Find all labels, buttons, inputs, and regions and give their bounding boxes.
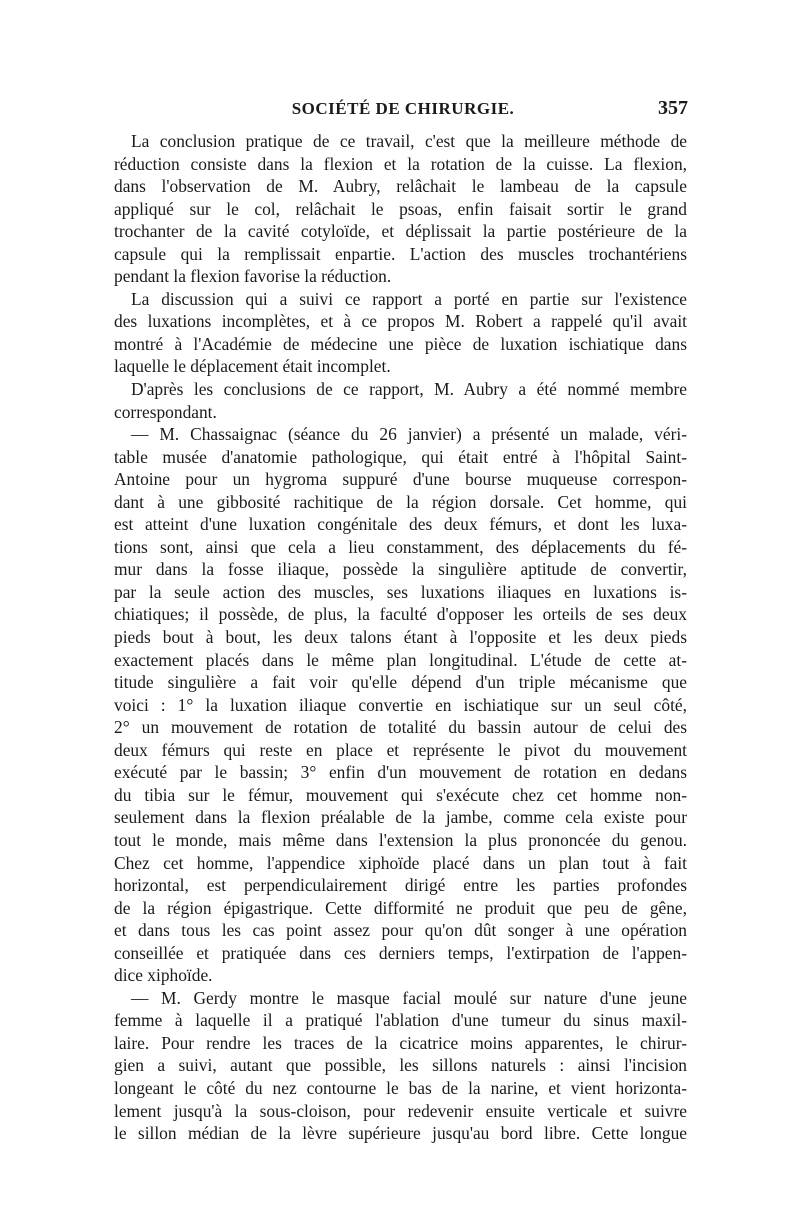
text-line: le sillon médian de la lèvre supérieure jusqu'au bord libre. Cette longue [114,1123,687,1144]
text-line: dant à une gibbosité rachitique de la région dorsale. Cet homme, qui [114,491,687,512]
text-line: réduction consiste dans la flexion et la rotation de la cuisse. La flexion, [114,153,687,174]
text-line: correspondant. [114,401,217,422]
text-line: laire. Pour rendre les traces de la cicatrice moins apparentes, le chirur- [114,1032,687,1053]
text-line: — M. Chassaignac (séance du 26 janvier) a présenté un malade, véri- [131,424,687,445]
text-line: 2° un mouvement de rotation de totalité du bassin autour de celui des [114,717,687,738]
text-line: capsule qui la remplissait enpartie. L'action des muscles trochantériens [114,243,687,264]
text-line: table musée d'anatomie pathologique, qui était entré à l'hôpital Saint- [114,446,687,467]
text-line: seulement dans la flexion préalable de la jambe, comme cela existe pour [114,807,687,828]
text-line: horizontal, est perpendiculairement dirigé entre les parties profondes [114,875,687,896]
text-line: gien a suivi, autant que possible, les sillons naturels : ainsi l'incision [114,1055,687,1076]
text-line: laquelle le déplacement était incomplet. [114,356,391,377]
text-line: deux fémurs qui reste en place et représente le pivot du mouvement [114,739,687,760]
running-title: SOCIÉTÉ DE CHIRURGIE. [291,99,515,118]
page-number: 357 [658,97,688,119]
text-line: tions sont, ainsi que cela a lieu constamment, des déplacements du fé- [114,536,687,557]
text-line: trochanter de la cavité cotyloïde, et déplissait la partie postérieure de la [114,221,687,242]
text-line: appliqué sur le col, relâchait le psoas, enfin faisait sortir le grand [114,198,687,219]
running-head [118,97,688,121]
body-text [114,130,687,1145]
text-line: tout le monde, mais même dans l'extension la plus prononcée du genou. [114,829,687,850]
text-line: chiatiques; il possède, de plus, la faculté d'opposer les orteils de ses deux [114,604,687,625]
text-line: des luxations incomplètes, et à ce propos M. Robert a rappelé qu'il avait [114,311,687,332]
text-line: longeant le côté du nez contourne le bas de la narine, et vient horizonta- [114,1077,687,1098]
text-line: de la région épigastrique. Cette difformité ne produit que peu de gêne, [114,897,687,918]
text-line: montré à l'Académie de médecine une pièce de luxation ischiatique dans [114,333,687,354]
text-line: Antoine pour un hygroma suppuré d'une bourse muqueuse correspon- [114,469,687,490]
text-line: exactement placés dans le même plan longitudinal. L'étude de cette at- [114,649,687,670]
text-line: titude singulière a fait voir qu'elle dépend d'un triple mécanisme que [114,672,687,693]
text-line: pieds bout à bout, les deux talons étant à l'opposite et les deux pieds [114,627,687,648]
text-line: — M. Gerdy montre le masque facial moulé sur nature d'une jeune [131,987,687,1008]
text-line: du tibia sur le fémur, mouvement qui s'exécute chez cet homme non- [114,784,687,805]
text-line: La conclusion pratique de ce travail, c'est que la meilleure méthode de [131,131,687,151]
text-line: dice xiphoïde. [114,965,213,986]
text-line: dans l'observation de M. Aubry, relâchait le lambeau de la capsule [114,176,687,197]
text-line: lement jusqu'à la sous-cloison, pour redevenir ensuite verticale et suivre [114,1100,687,1121]
text-line: et dans tous les cas point assez pour qu'on dût songer à une opération [114,920,687,941]
text-line: femme à laquelle il a pratiqué l'ablation d'une tumeur du sinus maxil- [114,1010,687,1031]
text-line: mur dans la fosse iliaque, possède la singulière aptitude de convertir, [114,559,687,580]
text-line: exécuté par le bassin; 3° enfin d'un mouvement de rotation en dedans [114,762,687,783]
text-line: D'après les conclusions de ce rapport, M. Aubry a été nommé membre [131,379,687,400]
text-line: par la seule action des muscles, ses luxations iliaques en luxations is- [114,581,687,602]
text-line: Chez cet homme, l'appendice xiphoïde placé dans un plan tout à fait [114,852,687,873]
text-line: La discussion qui a suivi ce rapport a porté en partie sur l'existence [131,288,687,309]
text-line: voici : 1° la luxation iliaque convertie en ischiatique sur un seul côté, [114,694,687,715]
text-line: conseillée et pratiquée dans ces derniers temps, l'extirpation de l'appen- [114,942,687,963]
text-line: est atteint d'une luxation congénitale des deux fémurs, et dont les luxa- [114,514,687,535]
text-line: pendant la flexion favorise la réduction. [114,266,392,287]
